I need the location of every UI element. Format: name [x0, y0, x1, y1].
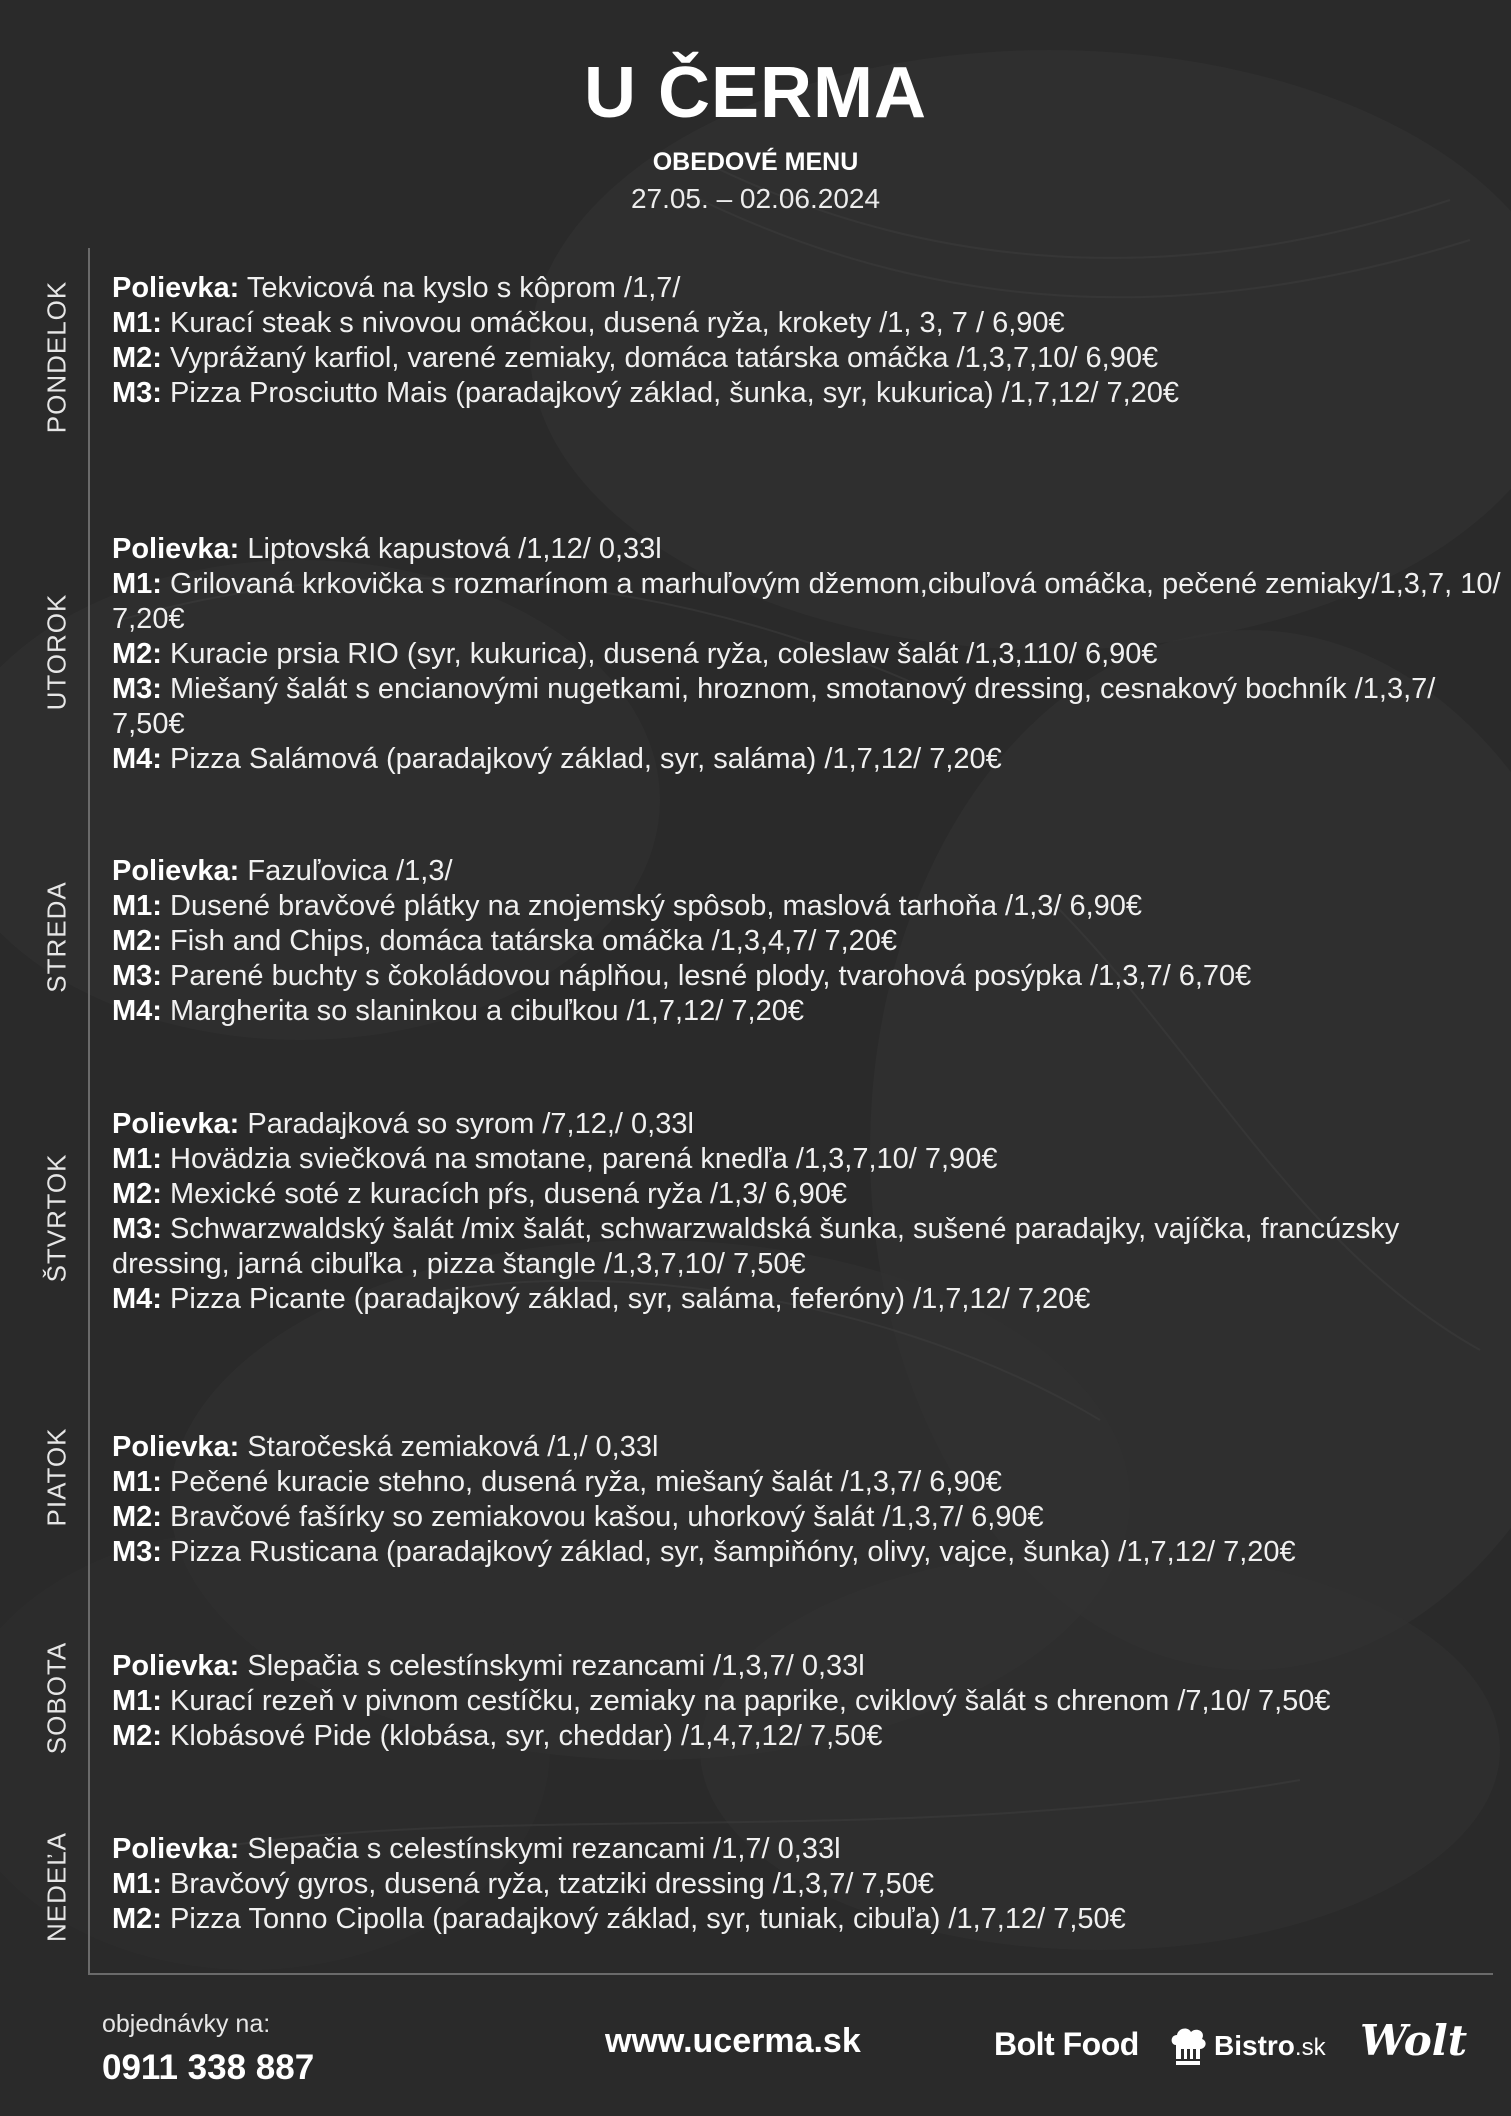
order-label: objednávky na: — [102, 2010, 271, 2038]
day-menu-piatok — [112, 1430, 1502, 1570]
menu-item: M2: Pizza Tonno Cipolla (paradajkový základ, syr, tuniak, cibuľa) /1,7,12/ 7,50€ — [112, 1903, 1126, 1935]
menu-item: M4: Pizza Salámová (paradajkový základ, syr, saláma) /1,7,12/ 7,20€ — [112, 743, 1002, 775]
menu-item: Polievka: Slepačia s celestínskymi rezancami /1,3,7/ 0,33l — [112, 1650, 865, 1682]
day-menu-nedela — [112, 1832, 1502, 1937]
menu-item: M3: Pizza Prosciutto Mais (paradajkový základ, šunka, syr, kukurica) /1,7,12/ 7,20€ — [112, 377, 1180, 409]
day-menu-stvrtok — [112, 1107, 1502, 1317]
website-link[interactable]: www.ucerma.sk — [605, 2022, 861, 2060]
menu-item: M2: Klobásové Pide (klobása, syr, cheddar) /1,4,7,12/ 7,50€ — [112, 1720, 883, 1752]
chef-hat-icon — [1168, 2025, 1208, 2067]
menu-item: M1: Hovädzia sviečková na smotane, parená knedľa /1,3,7,10/ 7,90€ — [112, 1143, 998, 1175]
menu-item: M3: Parené buchty s čokoládovou náplňou, lesné plody, tvarohová posýpka /1,3,7/ 6,70€ — [112, 960, 1252, 992]
order-phone[interactable]: 0911 338 887 — [102, 2048, 315, 2087]
menu-item: Polievka: Liptovská kapustová /1,12/ 0,33l — [112, 533, 662, 565]
menu-item: Polievka: Paradajková so syrom /7,12,/ 0,33l — [112, 1108, 694, 1140]
menu-item: M2: Mexické soté z kuracích pŕs, dusená ryža /1,3/ 6,90€ — [112, 1178, 848, 1210]
horizontal-divider — [88, 1973, 1493, 1975]
day-menu-pondelok — [112, 271, 1502, 411]
menu-item: M1: Bravčový gyros, dusená ryža, tzatziki dressing /1,3,7/ 7,50€ — [112, 1868, 935, 1900]
menu-item: Polievka: Staročeská zemiaková /1,/ 0,33l — [112, 1431, 659, 1463]
menu-item: M1: Dusené bravčové plátky na znojemský spôsob, maslová tarhoňa /1,3/ 6,90€ — [112, 890, 1143, 922]
menu-subtitle: OBEDOVÉ MENU — [652, 148, 859, 176]
bolt-food-logo: Bolt Food — [994, 2026, 1139, 2062]
menu-item: M2: Vyprážaný karfiol, varené zemiaky, domáca tatárska omáčka /1,3,7,10/ 6,90€ — [112, 342, 1159, 374]
menu-item: M2: Fish and Chips, domáca tatárska omáčka /1,3,4,7/ 7,20€ — [112, 925, 898, 957]
wolt-logo: Wolt — [1360, 2016, 1468, 2065]
menu-item: M1: Kurací steak s nivovou omáčkou, dusená ryža, krokety /1, 3, 7 / 6,90€ — [112, 307, 1065, 339]
day-menu-sobota — [112, 1649, 1502, 1754]
order-contact — [102, 2008, 314, 2090]
day-menu-streda — [112, 854, 1502, 1029]
menu-item: M3: Pizza Rusticana (paradajkový základ, syr, šampiňóny, olivy, vajce, šunka) /1,7,12/ 7,20€ — [112, 1536, 1296, 1568]
menu-item: M1: Pečené kuracie stehno, dusená ryža, miešaný šalát /1,3,7/ 6,90€ — [112, 1466, 1002, 1498]
menu-item: M3: Schwarzwaldský šalát /mix šalát, schwarzwaldská šunka, sušené paradajky, vajíčka, francúzsky dressing, jarná cibuľka , pizza štangle /1,3,7,10/ 7,50€ — [112, 1213, 1400, 1280]
menu-item: M1: Grilovaná krkovička s rozmarínom a marhuľovým džemom,cibuľová omáčka, pečené zemiaky/1,3,7, 10/ 7,20€ — [112, 568, 1501, 635]
menu-item: Polievka: Tekvicová na kyslo s kôprom /1,7/ — [112, 272, 681, 304]
menu-item: M4: Pizza Picante (paradajkový základ, syr, saláma, feferóny) /1,7,12/ 7,20€ — [112, 1283, 1091, 1315]
day-menu-utorok — [112, 532, 1502, 777]
menu-item: M2: Bravčové fašírky so zemiakovou kašou, uhorkový šalát /1,3,7/ 6,90€ — [112, 1501, 1044, 1533]
bistro-logo: Bistro.sk — [1168, 2024, 1326, 2068]
menu-date-range: 27.05. – 02.06.2024 — [630, 183, 881, 214]
vertical-divider — [88, 248, 90, 1974]
menu-item: M1: Kurací rezeň v pivnom cestíčku, zemiaky na paprike, cviklový šalát s chrenom /7,10/ 7,50€ — [112, 1685, 1331, 1717]
menu-item: Polievka: Fazuľovica /1,3/ — [112, 855, 453, 887]
menu-item: M3: Miešaný šalát s encianovými nugetkami, hroznom, smotanový dressing, cesnakový bochník /1,3,7/ 7,50€ — [112, 673, 1436, 740]
menu-item: M2: Kuracie prsia RIO (syr, kukurica), dusená ryža, coleslaw šalát /1,3,110/ 6,90€ — [112, 638, 1158, 670]
menu-item: M4: Margherita so slaninkou a cibuľkou /1,7,12/ 7,20€ — [112, 995, 804, 1027]
restaurant-title: U ČERMA — [584, 53, 927, 133]
menu-header — [0, 50, 1511, 216]
menu-item: Polievka: Slepačia s celestínskymi rezancami /1,7/ 0,33l — [112, 1833, 841, 1865]
